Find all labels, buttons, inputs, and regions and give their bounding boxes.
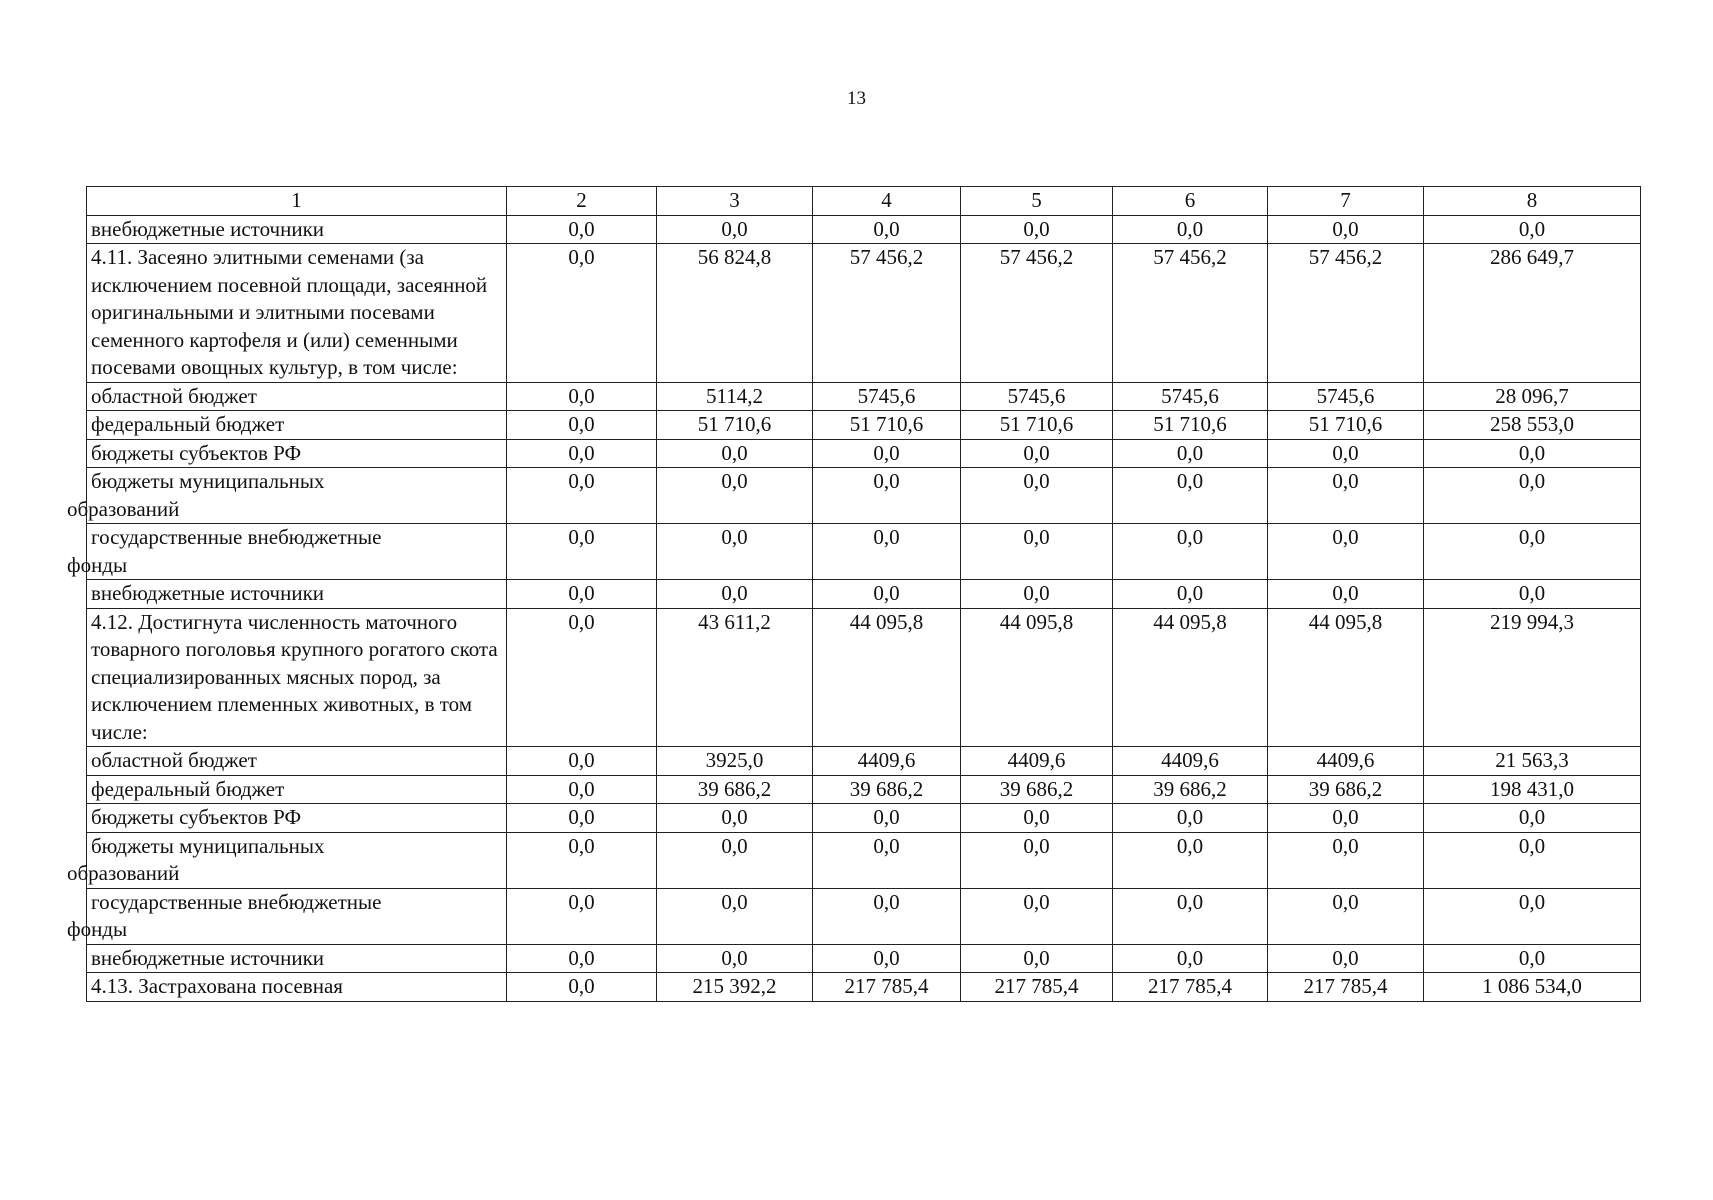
- row-label: [87, 382, 507, 411]
- value-cell-col-4: 4409,6: [813, 747, 961, 776]
- value-cell-col-6: 0,0: [1113, 580, 1268, 609]
- value-cell-col-8: 0,0: [1424, 439, 1641, 468]
- value-cell-col-8: 0,0: [1424, 832, 1641, 888]
- value-cell-col-5: 5745,6: [961, 382, 1113, 411]
- value-cell-col-3: 0,0: [657, 468, 813, 524]
- value-cell-col-6: 0,0: [1113, 524, 1268, 580]
- row-label-text: федеральный бюджет: [91, 412, 285, 436]
- value-cell-col-2: 0,0: [507, 832, 657, 888]
- value-cell-col-7: 57 456,2: [1268, 244, 1424, 383]
- row-label: [87, 747, 507, 776]
- value-cell-col-6: 44 095,8: [1113, 608, 1268, 747]
- value-cell-col-5: 0,0: [961, 804, 1113, 833]
- table-row-source: [87, 382, 1641, 411]
- value-cell-col-5: 0,0: [961, 468, 1113, 524]
- table-row-item: [87, 244, 1641, 383]
- table-row-source: [87, 944, 1641, 973]
- value-cell-col-5: 0,0: [961, 944, 1113, 973]
- value-cell-col-8: 28 096,7: [1424, 382, 1641, 411]
- row-label-text: внебюджетные источники: [91, 945, 325, 970]
- value-cell-col-3: 0,0: [657, 832, 813, 888]
- value-cell-col-4: 0,0: [813, 832, 961, 888]
- column-header: 2: [507, 187, 657, 216]
- value-cell-col-6: 217 785,4: [1113, 973, 1268, 1002]
- value-cell-col-3: 0,0: [657, 944, 813, 973]
- value-cell-col-2: 0,0: [507, 439, 657, 468]
- value-cell-col-8: 219 994,3: [1424, 608, 1641, 747]
- row-label-text: бюджеты субъектов РФ: [91, 805, 302, 829]
- row-label-continuation: фонды: [67, 917, 128, 941]
- value-cell-col-5: 4409,6: [961, 747, 1113, 776]
- value-cell-col-5: 0,0: [961, 580, 1113, 609]
- table-row-source: [87, 468, 1641, 524]
- value-cell-col-6: 0,0: [1113, 888, 1268, 944]
- column-header: 6: [1113, 187, 1268, 216]
- value-cell-col-6: 0,0: [1113, 215, 1268, 244]
- value-cell-col-2: 0,0: [507, 524, 657, 580]
- column-header: 5: [961, 187, 1113, 216]
- value-cell-col-5: 0,0: [961, 439, 1113, 468]
- table-header-row: [87, 187, 1641, 216]
- value-cell-col-3: 215 392,2: [657, 973, 813, 1002]
- value-cell-col-7: 0,0: [1268, 439, 1424, 468]
- value-cell-col-6: 57 456,2: [1113, 244, 1268, 383]
- value-cell-col-8: 21 563,3: [1424, 747, 1641, 776]
- value-cell-col-3: 0,0: [657, 888, 813, 944]
- value-cell-col-3: 0,0: [657, 580, 813, 609]
- value-cell-col-4: 5745,6: [813, 382, 961, 411]
- value-cell-col-3: 3925,0: [657, 747, 813, 776]
- row-label-text: областной бюджет: [91, 383, 257, 408]
- value-cell-col-5: 0,0: [961, 832, 1113, 888]
- value-cell-col-3: 0,0: [657, 804, 813, 833]
- value-cell-col-2: 0,0: [507, 804, 657, 833]
- value-cell-col-4: 0,0: [813, 944, 961, 973]
- row-label-text: 4.12. Достигнута численность маточного товарного поголовья крупного рогатого скота специализированных мясных пород, за исключением племенных животных, в том числе:: [91, 609, 498, 744]
- column-header: 7: [1268, 187, 1424, 216]
- value-cell-col-3: 51 710,6: [657, 411, 813, 440]
- value-cell-col-7: 0,0: [1268, 468, 1424, 524]
- value-cell-col-6: 51 710,6: [1113, 411, 1268, 440]
- row-label-continuation: образований: [67, 496, 180, 521]
- value-cell-col-4: 57 456,2: [813, 244, 961, 383]
- column-header: 4: [813, 187, 961, 216]
- table-row-item: [87, 973, 1641, 1002]
- value-cell-col-8: 198 431,0: [1424, 775, 1641, 804]
- value-cell-col-4: 44 095,8: [813, 608, 961, 747]
- value-cell-col-4: 0,0: [813, 439, 961, 468]
- value-cell-col-7: 0,0: [1268, 524, 1424, 580]
- row-label-text: 4.11. Засеяно элитными семенами (за исключением посевной площади, засеянной оригинальными и элитными посевами семенного картофеля и (или) семенными посевами овощных культур, в том числе:: [91, 245, 488, 379]
- value-cell-col-6: 0,0: [1113, 439, 1268, 468]
- value-cell-col-8: 1 086 534,0: [1424, 973, 1641, 1002]
- value-cell-col-7: 0,0: [1268, 832, 1424, 888]
- value-cell-col-3: 43 611,2: [657, 608, 813, 747]
- column-header: 3: [657, 187, 813, 216]
- value-cell-col-7: 0,0: [1268, 888, 1424, 944]
- row-label-text: государственные внебюджетные: [91, 889, 382, 914]
- row-label: [67, 888, 507, 944]
- value-cell-col-7: 44 095,8: [1268, 608, 1424, 747]
- value-cell-col-8: 0,0: [1424, 944, 1641, 973]
- value-cell-col-8: 0,0: [1424, 524, 1641, 580]
- value-cell-col-4: 0,0: [813, 804, 961, 833]
- value-cell-col-6: 4409,6: [1113, 747, 1268, 776]
- value-cell-col-7: 0,0: [1268, 580, 1424, 609]
- table-row-source: [87, 580, 1641, 609]
- value-cell-col-4: 0,0: [813, 580, 961, 609]
- value-cell-col-7: 5745,6: [1268, 382, 1424, 411]
- row-label: [87, 244, 507, 383]
- value-cell-col-2: 0,0: [507, 775, 657, 804]
- value-cell-col-6: 0,0: [1113, 832, 1268, 888]
- row-label-text: областной бюджет: [91, 748, 257, 772]
- value-cell-col-5: 0,0: [961, 215, 1113, 244]
- row-label-continuation: образований: [67, 861, 180, 885]
- row-label: [67, 524, 507, 580]
- row-label: [67, 468, 507, 524]
- row-label-text: бюджеты муниципальных: [91, 469, 325, 493]
- row-label: [87, 944, 507, 973]
- value-cell-col-6: 5745,6: [1113, 382, 1268, 411]
- value-cell-col-2: 0,0: [507, 215, 657, 244]
- value-cell-col-4: 0,0: [813, 888, 961, 944]
- value-cell-col-4: 0,0: [813, 524, 961, 580]
- value-cell-col-3: 5114,2: [657, 382, 813, 411]
- row-label: [87, 411, 507, 440]
- value-cell-col-8: 286 649,7: [1424, 244, 1641, 383]
- table-row-source: [87, 888, 1641, 944]
- row-label: [87, 973, 507, 1002]
- value-cell-col-7: 39 686,2: [1268, 775, 1424, 804]
- value-cell-col-5: 0,0: [961, 888, 1113, 944]
- row-label-text: бюджеты субъектов РФ: [91, 440, 302, 465]
- table-row-item: [87, 608, 1641, 747]
- table-row-source: [87, 524, 1641, 580]
- row-label: [87, 215, 507, 244]
- value-cell-col-5: 217 785,4: [961, 973, 1113, 1002]
- table-row-source: [87, 804, 1641, 833]
- value-cell-col-7: 217 785,4: [1268, 973, 1424, 1002]
- column-header: 8: [1424, 187, 1641, 216]
- value-cell-col-2: 0,0: [507, 608, 657, 747]
- value-cell-col-4: 0,0: [813, 215, 961, 244]
- table-row-source: [87, 411, 1641, 440]
- page-number: 13: [847, 88, 866, 109]
- value-cell-col-4: 0,0: [813, 468, 961, 524]
- value-cell-col-8: 0,0: [1424, 888, 1641, 944]
- row-label-continuation: фонды: [67, 552, 128, 577]
- value-cell-col-4: 39 686,2: [813, 775, 961, 804]
- value-cell-col-3: 39 686,2: [657, 775, 813, 804]
- row-label: [87, 804, 507, 833]
- table-row-source: [87, 832, 1641, 888]
- value-cell-col-4: 51 710,6: [813, 411, 961, 440]
- value-cell-col-8: 0,0: [1424, 804, 1641, 833]
- table-body: [67, 215, 1641, 1001]
- row-label-text: государственные внебюджетные: [91, 525, 382, 549]
- value-cell-col-2: 0,0: [507, 468, 657, 524]
- value-cell-col-6: 39 686,2: [1113, 775, 1268, 804]
- row-label: [87, 775, 507, 804]
- value-cell-col-8: 0,0: [1424, 215, 1641, 244]
- value-cell-col-2: 0,0: [507, 888, 657, 944]
- row-label: [87, 439, 507, 468]
- row-label-text: внебюджетные источники: [91, 581, 325, 605]
- row-label: [67, 832, 507, 888]
- value-cell-col-7: 51 710,6: [1268, 411, 1424, 440]
- row-label: [87, 580, 507, 609]
- value-cell-col-2: 0,0: [507, 382, 657, 411]
- value-cell-col-6: 0,0: [1113, 804, 1268, 833]
- value-cell-col-5: 57 456,2: [961, 244, 1113, 383]
- row-label-text: 4.13. Застрахована посевная: [91, 974, 343, 998]
- value-cell-col-6: 0,0: [1113, 944, 1268, 973]
- row-label: [87, 608, 507, 747]
- value-cell-col-5: 51 710,6: [961, 411, 1113, 440]
- value-cell-col-7: 0,0: [1268, 944, 1424, 973]
- value-cell-col-6: 0,0: [1113, 468, 1268, 524]
- value-cell-col-7: 4409,6: [1268, 747, 1424, 776]
- value-cell-col-2: 0,0: [507, 973, 657, 1002]
- value-cell-col-2: 0,0: [507, 747, 657, 776]
- value-cell-col-4: 217 785,4: [813, 973, 961, 1002]
- value-cell-col-3: 56 824,8: [657, 244, 813, 383]
- value-cell-col-2: 0,0: [507, 580, 657, 609]
- value-cell-col-2: 0,0: [507, 244, 657, 383]
- budget-table: [67, 186, 1641, 1002]
- value-cell-col-5: 0,0: [961, 524, 1113, 580]
- value-cell-col-8: 258 553,0: [1424, 411, 1641, 440]
- value-cell-col-5: 39 686,2: [961, 775, 1113, 804]
- row-label-text: внебюджетные источники: [91, 216, 325, 241]
- table-row-source: [87, 215, 1641, 244]
- row-label-text: федеральный бюджет: [91, 776, 285, 801]
- value-cell-col-5: 44 095,8: [961, 608, 1113, 747]
- value-cell-col-3: 0,0: [657, 439, 813, 468]
- value-cell-col-2: 0,0: [507, 411, 657, 440]
- table-row-source: [87, 439, 1641, 468]
- value-cell-col-3: 0,0: [657, 215, 813, 244]
- value-cell-col-2: 0,0: [507, 944, 657, 973]
- column-header: 1: [87, 187, 507, 216]
- table-row-source: [87, 747, 1641, 776]
- table-row-source: [87, 775, 1641, 804]
- value-cell-col-7: 0,0: [1268, 804, 1424, 833]
- value-cell-col-7: 0,0: [1268, 215, 1424, 244]
- value-cell-col-3: 0,0: [657, 524, 813, 580]
- value-cell-col-8: 0,0: [1424, 468, 1641, 524]
- row-label-text: бюджеты муниципальных: [91, 833, 325, 858]
- value-cell-col-8: 0,0: [1424, 580, 1641, 609]
